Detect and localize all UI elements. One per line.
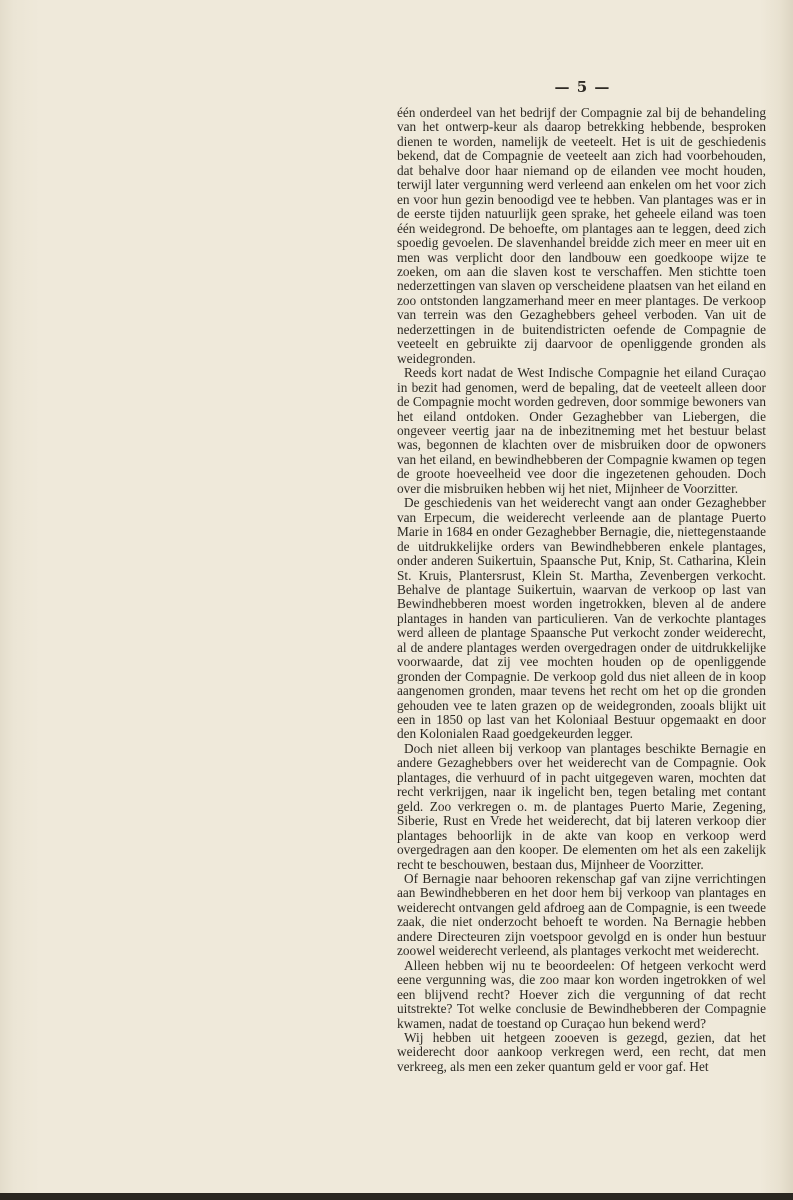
paragraph-cattle-breeding: één onderdeel van het bedrijf der Compagnie zal bij de behandeling van het ontwerp-keur als daarop betrekking hebbende, besproken dienen te worden, namelijk de veeteelt. Het is uit de geschiedenis bekend, dat de Compagnie de veeteelt aan zich had voorbehouden, dat behalve door haar niemand op de eilanden vee mocht houden, terwijl later vergunning werd verleend aan enkelen om het voor zich en voor hun gezin benoodigd vee te hebben. Van plantages was er in de eerste tijden natuurlijk geen sprake, het geheele eiland was toen één weidegrond. De behoefte, om plantages aan te leggen, deed zich spoedig gevoelen. De slavenhandel breidde zich meer en meer uit en men was verplicht door den landbouw een goedkoope wijze te zoeken, om aan die slaven kost te verschaffen. Men stichtte toen nederzettingen van slaven op verscheidene plaatsen van het eiland en zoo ontstonden langzamerhand meer en meer plantages. De verkoop van terrein was den Gezaghebbers geheel verboden. Van uit de nederzettingen in de buitendistricten oefende de Compagnie de veeteelt en gebruikte zij daarvoor de openliggende gronden als weidegronden. [397, 105, 766, 366]
paragraph-history-of-grazing-right: De geschiedenis van het weiderecht vangt aan onder Gezaghebber van Erpecum, die weiderecht verleende aan de plantage Puerto Marie in 1684 en onder Gezaghebber Bernagie, die, niettegenstaande de uitdrukkelijke orders van Bewindhebberen enkele plantages, onder anderen Suikertuin, Spaansche Put, Knip, St. Catharina, Klein St. Kruis, Plantersrust, Klein St. Martha, Zevenbergen verkocht. Behalve de plantage Suikertuin, waarvan de verkoop op last van Bewindhebberen moest worden ingetrokken, bleven al de andere plantages in handen van particulieren. Van de verkochte plantages werd alleen de plantage Spaansche Put verkocht zonder weiderecht, al de andere plantages werden overgedragen onder de uitdrukkelijke voorwaarde, dat zij vee mochten houden op de openliggende gronden der Compagnie. De verkoop gold dus niet alleen de in koop aangenomen gronden, maar tevens het recht om het op die gronden gehouden vee te laten grazen op de weidegronden, zooals blijkt uit een in 1850 op last van het Koloniaal Bestuur opgemaakt en door den Kolonialen Raad goedgekeurden legger. [397, 495, 766, 742]
paragraph-questions: Alleen hebben wij nu te beoordeelen: Of hetgeen verkocht werd eene vergunning was, die zoo maar kon worden ingetrokken of wel een blijvend recht? Hoever zich die vergunning of dat recht uitstrekte? Tot welke conclusie de Bewindhebberen der Compagnie kwamen, nadat de toestand op Curaçao hun bekend werd? [397, 957, 766, 1031]
text-column [397, 106, 766, 1074]
paragraph-conclusion: Wij hebben uit hetgeen zooeven is gezegd, gezien, dat het weiderecht door aankoop verkregen werd, een recht, dat men verkreeg, als men een zeker quantum geld er voor gaf. Het [397, 1030, 766, 1074]
paragraph-leased-plantations: Doch niet alleen bij verkoop van plantages beschikte Bernagie en andere Gezaghebbers over het weiderecht van de Compagnie. Ook plantages, die verhuurd of in pacht uitgegeven waren, mochten dat recht verkrijgen, naar ik ingelicht ben, tegen betaling met contant geld. Zoo verkregen o. m. de plantages Puerto Marie, Zegening, Siberie, Rust en Vrede het weiderecht, dat bij lateren verkoop dier plantages behoorlijk in de akte van koop en verkoop werd overgedragen aan den kooper. De elementen om het als een zakelijk recht te beschouwen, bestaan dus, Mijnheer de Voorzitter. [397, 740, 766, 872]
paragraph-early-abuses: Reeds kort nadat de West Indische Compagnie het eiland Curaçao in bezit had genomen, werd de bepaling, dat de veeteelt alleen door de Compagnie mocht worden gedreven, door sommige bewoners van het eiland ontdoken. Onder Gezaghebber van Liebergen, die ongeveer veertig jaar na de inbezitneming met het bestuur belast was, begonnen de klachten over de misbruiken door de opwoners van het eiland, en bewindhebberen der Compagnie kwamen op tegen de groote hoeveelheid vee door die ingezetenen gehouden. Doch over die misbruiken hebben wij het niet, Mijnheer de Voorzitter. [397, 365, 766, 496]
page-number: — 5 — [554, 78, 611, 96]
scan-bottom-edge [0, 1193, 793, 1200]
paragraph-bernagie-accountability: Of Bernagie naar behooren rekenschap gaf van zijne verrichtingen aan Bewindhebberen en het door hem bij verkoop van plantages en weiderecht ontvangen geld afdroeg aan de Compagnie, is een tweede zaak, die niet onderzocht behoeft te worden. Na Bernagie hebben andere Directeuren zijn voetspoor gevolgd en is onder hun bestuur zoowel weiderecht verleend, als plantages verkocht met weiderecht. [397, 871, 766, 959]
